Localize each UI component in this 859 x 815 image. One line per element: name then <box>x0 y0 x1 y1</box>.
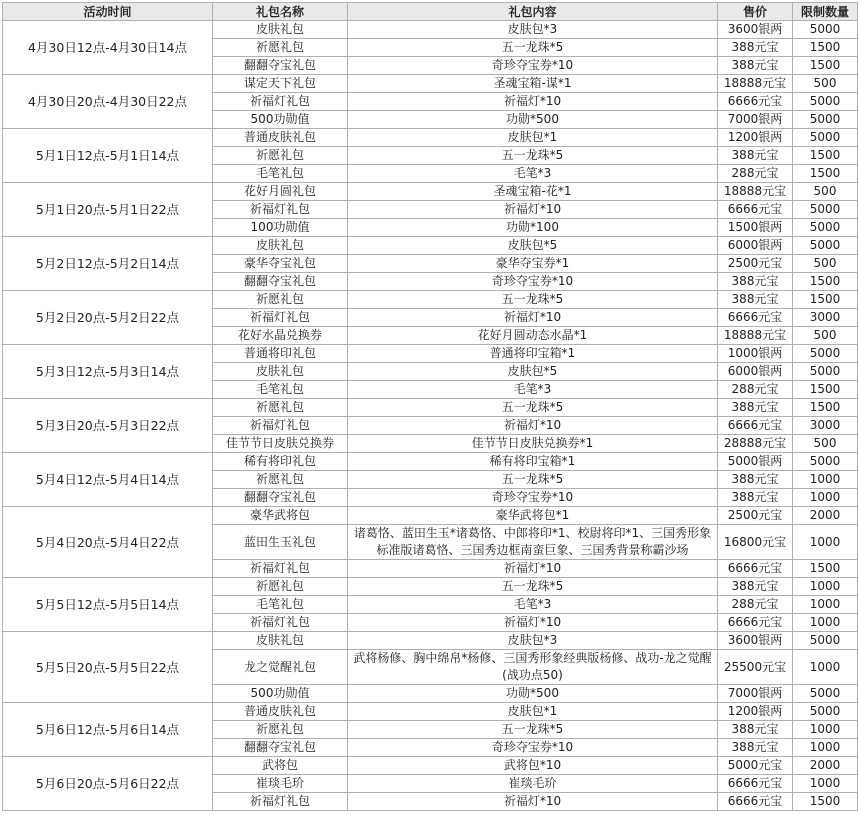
price-cell: 6666元宝 <box>718 417 793 435</box>
price-cell: 1200银两 <box>718 129 793 147</box>
gift-content-cell: 皮肤包*3 <box>348 632 718 650</box>
gift-content-cell: 武将包*10 <box>348 757 718 775</box>
gift-name-cell: 翻翻夺宝礼包 <box>213 273 348 291</box>
price-cell: 28888元宝 <box>718 435 793 453</box>
activity-time-cell: 5月6日20点-5月6日22点 <box>3 757 213 811</box>
gift-content-cell: 武将杨修、胸中绵帛*杨修、三国秀形象经典版杨修、战功-龙之觉醒(战功点50) <box>348 650 718 685</box>
limit-cell: 500 <box>793 435 858 453</box>
activity-time-cell: 5月2日12点-5月2日14点 <box>3 237 213 291</box>
gift-content-cell: 五一龙珠*5 <box>348 471 718 489</box>
gift-name-cell: 500功勋值 <box>213 685 348 703</box>
gift-name-cell: 祈福灯礼包 <box>213 417 348 435</box>
gift-name-cell: 龙之觉醒礼包 <box>213 650 348 685</box>
gift-content-cell: 五一龙珠*5 <box>348 291 718 309</box>
limit-cell: 1000 <box>793 614 858 632</box>
gift-name-cell: 500功勋值 <box>213 111 348 129</box>
gift-content-cell: 毛笔*3 <box>348 381 718 399</box>
price-cell: 6666元宝 <box>718 614 793 632</box>
gift-name-cell: 祈福灯礼包 <box>213 201 348 219</box>
price-cell: 2500元宝 <box>718 507 793 525</box>
price-cell: 288元宝 <box>718 165 793 183</box>
activity-time-cell: 5月1日12点-5月1日14点 <box>3 129 213 183</box>
price-cell: 6666元宝 <box>718 309 793 327</box>
gift-name-cell: 祈福灯礼包 <box>213 560 348 578</box>
limit-cell: 1500 <box>793 39 858 57</box>
table-row <box>3 453 858 471</box>
gift-name-cell: 谋定天下礼包 <box>213 75 348 93</box>
price-cell: 1500银两 <box>718 219 793 237</box>
gift-content-cell: 皮肤包*5 <box>348 237 718 255</box>
col-header-limit: 限制数量 <box>793 3 858 21</box>
gift-content-cell: 皮肤包*1 <box>348 129 718 147</box>
gift-content-cell: 五一龙珠*5 <box>348 39 718 57</box>
gift-name-cell: 祈愿礼包 <box>213 399 348 417</box>
limit-cell: 5000 <box>793 685 858 703</box>
price-cell: 388元宝 <box>718 489 793 507</box>
activity-time-cell: 5月3日12点-5月3日14点 <box>3 345 213 399</box>
gift-content-cell: 功勋*500 <box>348 111 718 129</box>
table-row <box>3 183 858 201</box>
limit-cell: 5000 <box>793 237 858 255</box>
gift-name-cell: 祈愿礼包 <box>213 39 348 57</box>
gift-name-cell: 花好月圆礼包 <box>213 183 348 201</box>
price-cell: 6666元宝 <box>718 93 793 111</box>
activity-time-cell: 5月4日12点-5月4日14点 <box>3 453 213 507</box>
limit-cell: 1500 <box>793 57 858 75</box>
activity-time-cell: 5月1日20点-5月1日22点 <box>3 183 213 237</box>
price-cell: 6666元宝 <box>718 775 793 793</box>
gift-name-cell: 普通将印礼包 <box>213 345 348 363</box>
gift-content-cell: 五一龙珠*5 <box>348 147 718 165</box>
gift-content-cell: 豪华夺宝券*1 <box>348 255 718 273</box>
price-cell: 388元宝 <box>718 739 793 757</box>
limit-cell: 5000 <box>793 453 858 471</box>
price-cell: 388元宝 <box>718 273 793 291</box>
gift-content-cell: 功勋*500 <box>348 685 718 703</box>
gift-content-cell: 佳节节日皮肤兑换券*1 <box>348 435 718 453</box>
table-row <box>3 345 858 363</box>
limit-cell: 1000 <box>793 775 858 793</box>
gift-name-cell: 皮肤礼包 <box>213 363 348 381</box>
price-cell: 6666元宝 <box>718 560 793 578</box>
gift-content-cell: 皮肤包*1 <box>348 703 718 721</box>
table-row <box>3 632 858 650</box>
gift-name-cell: 翻翻夺宝礼包 <box>213 739 348 757</box>
limit-cell: 1500 <box>793 147 858 165</box>
gift-content-cell: 祈福灯*10 <box>348 614 718 632</box>
gift-name-cell: 皮肤礼包 <box>213 632 348 650</box>
gift-name-cell: 稀有将印礼包 <box>213 453 348 471</box>
gift-name-cell: 100功勋值 <box>213 219 348 237</box>
price-cell: 5000元宝 <box>718 757 793 775</box>
gift-name-cell: 祈福灯礼包 <box>213 793 348 811</box>
price-cell: 6666元宝 <box>718 793 793 811</box>
gift-content-cell: 圣魂宝箱-花*1 <box>348 183 718 201</box>
gift-content-cell: 普通将印宝箱*1 <box>348 345 718 363</box>
gift-content-cell: 奇珍夺宝券*10 <box>348 57 718 75</box>
limit-cell: 5000 <box>793 201 858 219</box>
limit-cell: 3000 <box>793 309 858 327</box>
price-cell: 18888元宝 <box>718 327 793 345</box>
gift-name-cell: 豪华武将包 <box>213 507 348 525</box>
gift-name-cell: 蓝田生玉礼包 <box>213 525 348 560</box>
limit-cell: 1000 <box>793 650 858 685</box>
limit-cell: 1500 <box>793 793 858 811</box>
gift-content-cell: 诸葛恪、蓝田生玉*诸葛恪、中郎将印*1、校尉将印*1、三国秀形象标准版诸葛恪、三国秀边框南蛮巨象、三国秀背景称霸沙场 <box>348 525 718 560</box>
gift-content-cell: 毛笔*3 <box>348 165 718 183</box>
gift-name-cell: 祈愿礼包 <box>213 147 348 165</box>
gift-name-cell: 毛笔礼包 <box>213 165 348 183</box>
limit-cell: 1500 <box>793 273 858 291</box>
limit-cell: 500 <box>793 75 858 93</box>
table-row <box>3 507 858 525</box>
limit-cell: 1000 <box>793 525 858 560</box>
activity-time-cell: 4月30日20点-4月30日22点 <box>3 75 213 129</box>
activity-time-cell: 5月6日12点-5月6日14点 <box>3 703 213 757</box>
gift-content-cell: 祈福灯*10 <box>348 560 718 578</box>
activity-time-cell: 4月30日12点-4月30日14点 <box>3 21 213 75</box>
price-cell: 388元宝 <box>718 399 793 417</box>
gift-content-cell: 崔琰毛玠 <box>348 775 718 793</box>
activity-time-cell: 5月5日12点-5月5日14点 <box>3 578 213 632</box>
price-cell: 1000银两 <box>718 345 793 363</box>
gift-content-cell: 毛笔*3 <box>348 596 718 614</box>
gift-name-cell: 武将包 <box>213 757 348 775</box>
gift-name-cell: 祈愿礼包 <box>213 721 348 739</box>
price-cell: 388元宝 <box>718 471 793 489</box>
gift-content-cell: 稀有将印宝箱*1 <box>348 453 718 471</box>
gift-content-cell: 五一龙珠*5 <box>348 721 718 739</box>
limit-cell: 5000 <box>793 21 858 39</box>
gift-name-cell: 崔琰毛玠 <box>213 775 348 793</box>
gift-name-cell: 皮肤礼包 <box>213 21 348 39</box>
gift-content-cell: 五一龙珠*5 <box>348 578 718 596</box>
activity-time-cell: 5月5日20点-5月5日22点 <box>3 632 213 703</box>
limit-cell: 1000 <box>793 471 858 489</box>
gift-content-cell: 祈福灯*10 <box>348 793 718 811</box>
limit-cell: 5000 <box>793 219 858 237</box>
table-row <box>3 21 858 39</box>
gift-name-cell: 毛笔礼包 <box>213 381 348 399</box>
gift-name-cell: 祈福灯礼包 <box>213 93 348 111</box>
table-row <box>3 578 858 596</box>
col-header-name: 礼包名称 <box>213 3 348 21</box>
price-cell: 3600银两 <box>718 632 793 650</box>
price-cell: 6666元宝 <box>718 201 793 219</box>
gift-content-cell: 祈福灯*10 <box>348 417 718 435</box>
limit-cell: 1000 <box>793 489 858 507</box>
limit-cell: 1000 <box>793 596 858 614</box>
gift-content-cell: 豪华武将包*1 <box>348 507 718 525</box>
col-header-time: 活动时间 <box>3 3 213 21</box>
activity-time-cell: 5月4日20点-5月4日22点 <box>3 507 213 578</box>
gift-name-cell: 祈愿礼包 <box>213 291 348 309</box>
gift-schedule-table <box>2 2 858 811</box>
activity-time-cell: 5月2日20点-5月2日22点 <box>3 291 213 345</box>
gift-name-cell: 普通皮肤礼包 <box>213 129 348 147</box>
limit-cell: 500 <box>793 255 858 273</box>
gift-content-cell: 花好月圆动态水晶*1 <box>348 327 718 345</box>
gift-name-cell: 翻翻夺宝礼包 <box>213 489 348 507</box>
activity-time-cell: 5月3日20点-5月3日22点 <box>3 399 213 453</box>
limit-cell: 1500 <box>793 165 858 183</box>
limit-cell: 1500 <box>793 291 858 309</box>
limit-cell: 1500 <box>793 560 858 578</box>
header-row <box>3 3 858 21</box>
limit-cell: 5000 <box>793 111 858 129</box>
gift-name-cell: 豪华夺宝礼包 <box>213 255 348 273</box>
limit-cell: 1000 <box>793 578 858 596</box>
limit-cell: 5000 <box>793 632 858 650</box>
table-row <box>3 291 858 309</box>
limit-cell: 5000 <box>793 129 858 147</box>
price-cell: 288元宝 <box>718 381 793 399</box>
gift-name-cell: 花好水晶兑换券 <box>213 327 348 345</box>
gift-name-cell: 翻翻夺宝礼包 <box>213 57 348 75</box>
price-cell: 6000银两 <box>718 237 793 255</box>
limit-cell: 2000 <box>793 507 858 525</box>
limit-cell: 3000 <box>793 417 858 435</box>
col-header-content: 礼包内容 <box>348 3 718 21</box>
price-cell: 18888元宝 <box>718 183 793 201</box>
table-row <box>3 703 858 721</box>
col-header-price: 售价 <box>718 3 793 21</box>
price-cell: 388元宝 <box>718 39 793 57</box>
price-cell: 388元宝 <box>718 721 793 739</box>
gift-name-cell: 毛笔礼包 <box>213 596 348 614</box>
gift-name-cell: 佳节节日皮肤兑换券 <box>213 435 348 453</box>
price-cell: 1200银两 <box>718 703 793 721</box>
limit-cell: 500 <box>793 327 858 345</box>
gift-name-cell: 皮肤礼包 <box>213 237 348 255</box>
table-body <box>3 21 858 811</box>
gift-name-cell: 普通皮肤礼包 <box>213 703 348 721</box>
price-cell: 7000银两 <box>718 111 793 129</box>
price-cell: 2500元宝 <box>718 255 793 273</box>
price-cell: 288元宝 <box>718 596 793 614</box>
limit-cell: 5000 <box>793 345 858 363</box>
price-cell: 7000银两 <box>718 685 793 703</box>
gift-content-cell: 祈福灯*10 <box>348 201 718 219</box>
gift-content-cell: 奇珍夺宝券*10 <box>348 273 718 291</box>
gift-content-cell: 祈福灯*10 <box>348 93 718 111</box>
table-row <box>3 129 858 147</box>
gift-content-cell: 皮肤包*3 <box>348 21 718 39</box>
price-cell: 388元宝 <box>718 578 793 596</box>
limit-cell: 5000 <box>793 363 858 381</box>
gift-name-cell: 祈愿礼包 <box>213 578 348 596</box>
gift-content-cell: 功勋*100 <box>348 219 718 237</box>
gift-name-cell: 祈福灯礼包 <box>213 309 348 327</box>
table-row <box>3 399 858 417</box>
limit-cell: 2000 <box>793 757 858 775</box>
gift-name-cell: 祈福灯礼包 <box>213 614 348 632</box>
gift-name-cell: 祈愿礼包 <box>213 471 348 489</box>
gift-content-cell: 奇珍夺宝券*10 <box>348 489 718 507</box>
price-cell: 5000银两 <box>718 453 793 471</box>
limit-cell: 5000 <box>793 93 858 111</box>
gift-content-cell: 祈福灯*10 <box>348 309 718 327</box>
limit-cell: 500 <box>793 183 858 201</box>
gift-content-cell: 五一龙珠*5 <box>348 399 718 417</box>
table-row <box>3 237 858 255</box>
limit-cell: 1000 <box>793 721 858 739</box>
price-cell: 16800元宝 <box>718 525 793 560</box>
gift-content-cell: 奇珍夺宝券*10 <box>348 739 718 757</box>
price-cell: 3600银两 <box>718 21 793 39</box>
table-row <box>3 75 858 93</box>
price-cell: 6000银两 <box>718 363 793 381</box>
limit-cell: 5000 <box>793 703 858 721</box>
table-row <box>3 757 858 775</box>
price-cell: 18888元宝 <box>718 75 793 93</box>
limit-cell: 1500 <box>793 381 858 399</box>
price-cell: 388元宝 <box>718 147 793 165</box>
price-cell: 388元宝 <box>718 57 793 75</box>
gift-content-cell: 圣魂宝箱-谋*1 <box>348 75 718 93</box>
limit-cell: 1000 <box>793 739 858 757</box>
gift-content-cell: 皮肤包*5 <box>348 363 718 381</box>
price-cell: 388元宝 <box>718 291 793 309</box>
limit-cell: 1500 <box>793 399 858 417</box>
price-cell: 25500元宝 <box>718 650 793 685</box>
